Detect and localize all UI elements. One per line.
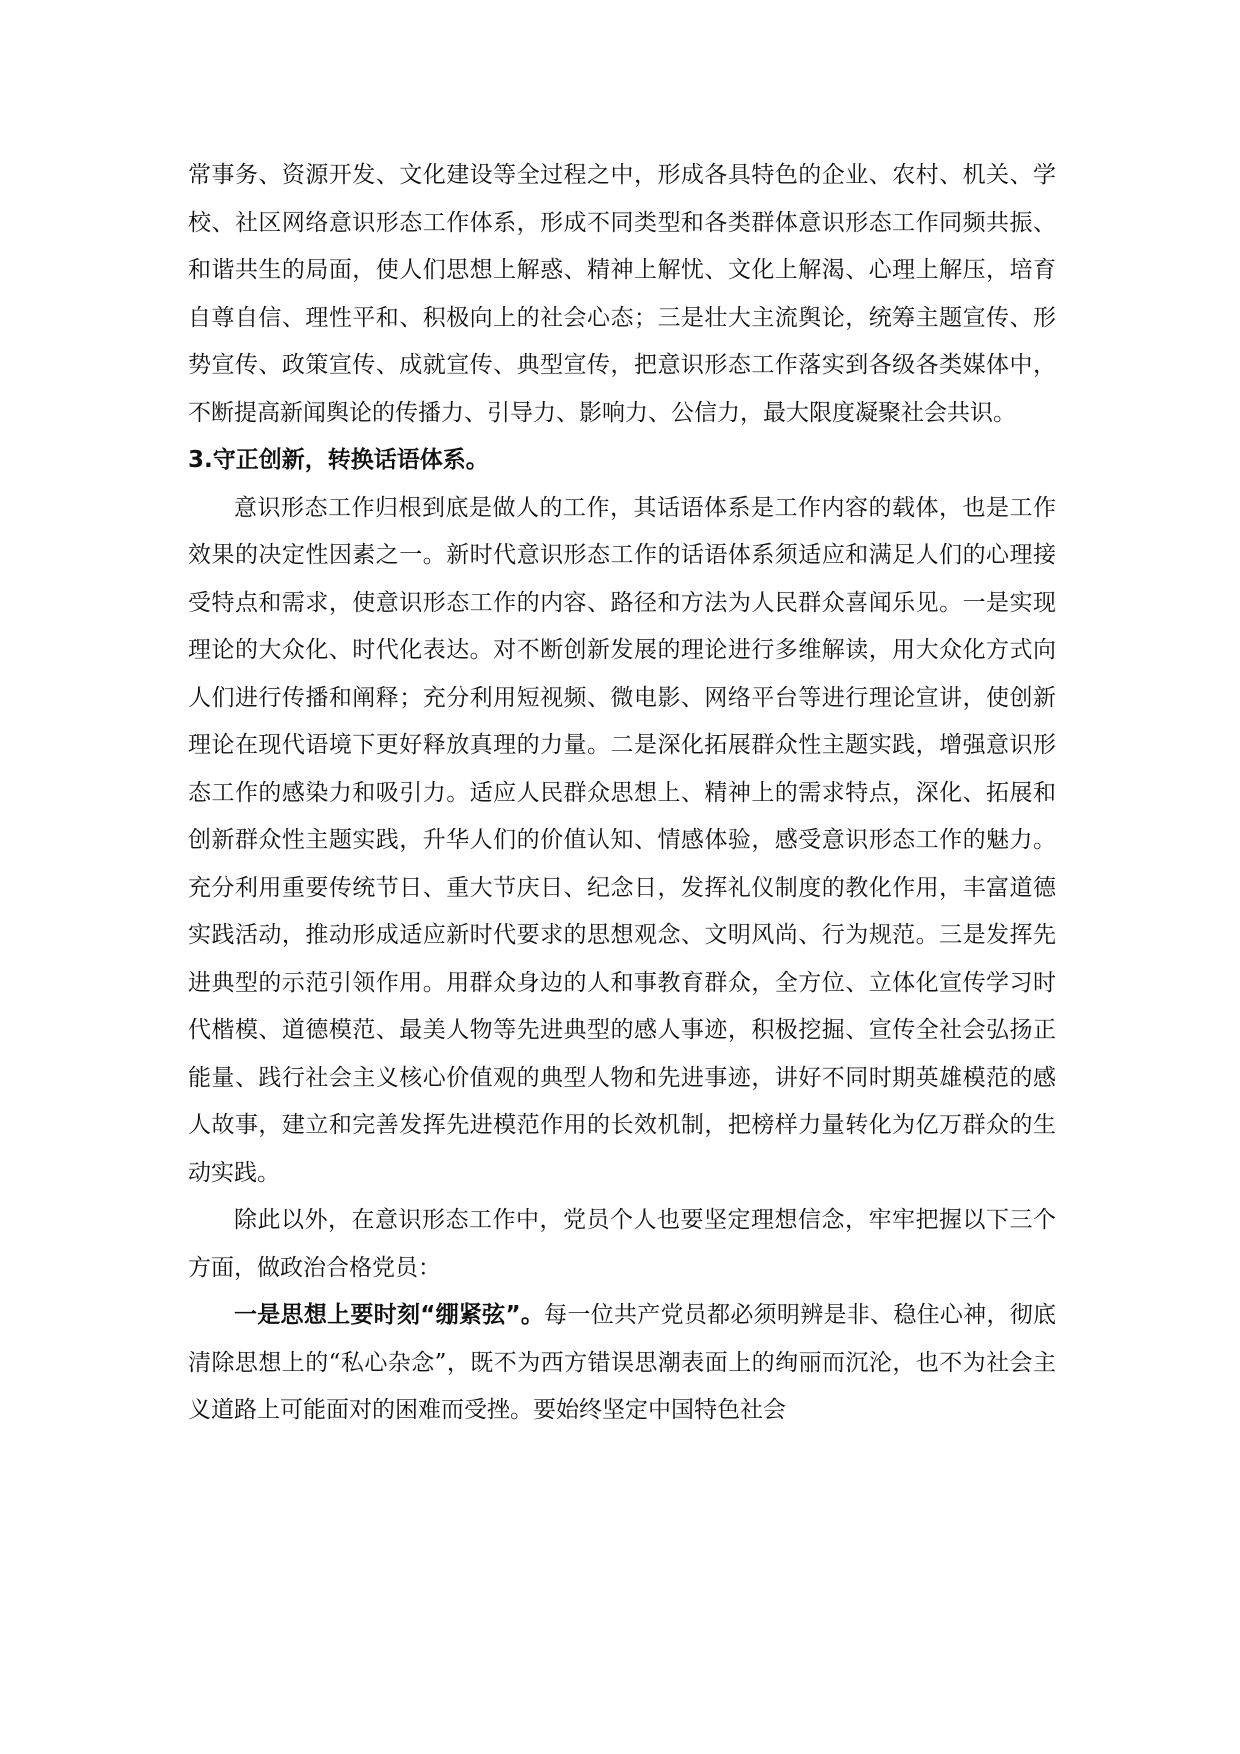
document-body bbox=[188, 152, 1056, 1435]
paragraph-continued: 常事务、资源开发、文化建设等全过程之中，形成各具特色的企业、农村、机关、学校、社区网络意识形态工作体系，形成不同类型和各类群体意识形态工作同频共振、和谐共生的局面，使人们思想上解惑、精神上解忧、文化上解渴、心理上解压，培育自尊自信、理性平和、积极向上的社会心态；三是壮大主流舆论，统筹主题宣传、形势宣传、政策宣传、成就宣传、典型宣传，把意识形态工作落实到各级各类媒体中，不断提高新闻舆论的传播力、引导力、影响力、公信力，最大限度凝聚社会共识。 bbox=[188, 162, 1056, 426]
paragraph-party-members: 除此以外，在意识形态工作中，党员个人也要坚定理想信念，牢牢把握以下三个方面，做政治合格党员： bbox=[188, 1207, 1056, 1281]
section-heading: 3.守正创新，转换话语体系。 bbox=[188, 447, 489, 473]
paragraph-thought bbox=[188, 1292, 1056, 1435]
paragraph-lead-bold: 一是思想上要时刻“绷紧弦”。 bbox=[234, 1302, 545, 1328]
paragraph-body-text: 每一位共产党员都必须明辨是非、稳住心神，彻底清除思想上的“私心杂念”，既不为西方错误思潮表面上的绚丽而沉沦，也不为社会主义道路上可能面对的困难而受挫。要始终坚定中国特色社会 bbox=[188, 1302, 1057, 1423]
paragraph-discourse-system: 意识形态工作归根到底是做人的工作，其话语体系是工作内容的载体，也是工作效果的决定性因素之一。新时代意识形态工作的话语体系须适应和满足人们的心理接受特点和需求，使意识形态工作的内容、路径和方法为人民群众喜闻乐见。一是实现理论的大众化、时代化表达。对不断创新发展的理论进行多维解读，用大众化方式向人们进行传播和阐释；充分利用短视频、微电影、网络平台等进行理论宣讲，使创新理论在现代语境下更好释放真理的力量。二是深化拓展群众性主题实践，增强意识形态工作的感染力和吸引力。适应人民群众思想上、精神上的需求特点，深化、拓展和创新群众性主题实践，升华人们的价值认知、情感体验，感受意识形态工作的魅力。充分利用重要传统节日、重大节庆日、纪念日，发挥礼仪制度的教化作用，丰富道德实践活动，推动形成适应新时代要求的思想观念、文明风尚、行为规范。三是发挥先进典型的示范引领作用。用群众身边的人和事教育群众，全方位、立体化宣传学习时代楷模、道德模范、最美人物等先进典型的感人事迹，积极挖掘、宣传全社会弘扬正能量、践行社会主义核心价值观的典型人物和先进事迹，讲好不同时期英雄模范的感人故事，建立和完善发挥先进模范作用的长效机制，把榜样力量转化为亿万群众的生动实践。 bbox=[188, 494, 1056, 1186]
